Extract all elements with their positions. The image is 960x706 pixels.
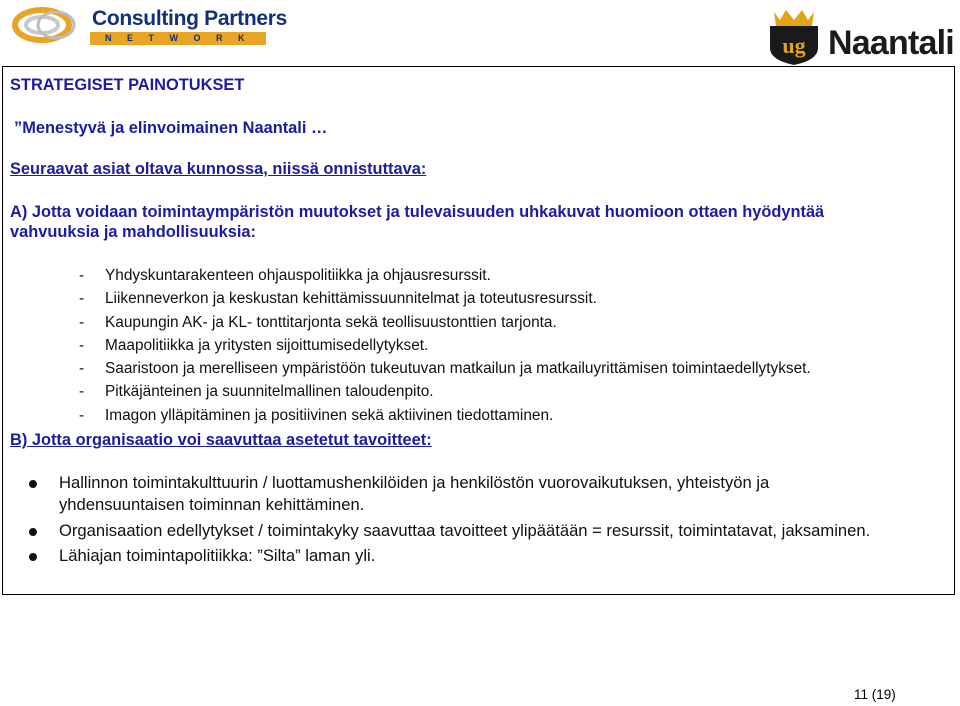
consulting-partners-logo	[12, 4, 287, 50]
section-b-heading: B) Jotta organisaatio voi saavuttaa asetetut tavoitteet:	[10, 431, 432, 449]
section-a-heading-line2: vahvuuksia ja mahdollisuuksia:	[10, 223, 256, 241]
naantali-logo	[766, 6, 958, 66]
naantali-crest-letters: ug	[782, 33, 806, 58]
list-item: - Maapolitiikka ja yritysten sijoittumisedellytykset.	[79, 336, 429, 354]
page-subtitle: ”Menestyvä ja elinvoimainen Naantali …	[14, 119, 328, 137]
list-item: - Imagon ylläpitäminen ja positiivinen sekä aktiivinen tiedottaminen.	[79, 406, 554, 424]
list-item: Lähiajan toimintapolitiikka: ”Silta” laman yli.	[29, 545, 870, 567]
list-item: - Liikenneverkon ja keskustan kehittämissuunnitelmat ja toteutusresurssit.	[79, 290, 597, 308]
section-b-list	[29, 472, 870, 567]
naantali-crest-icon	[766, 6, 822, 66]
consulting-partners-network-band: N E T W O R K	[90, 32, 266, 45]
page-title: STRATEGISET PAINOTUKSET	[10, 76, 245, 94]
section-a-heading-line1: A) Jotta voidaan toimintaympäristön muutokset ja tulevaisuuden uhkakuvat huomioon ottaen hyödyntää	[10, 203, 825, 221]
list-item: - Saaristoon ja merelliseen ympäristöön tukeutuvan matkailun ja matkailuyrittämisen toimintaedellytykset.	[79, 360, 811, 378]
bullet-icon	[29, 480, 37, 488]
naantali-wordmark: Naantali	[828, 24, 954, 62]
content-frame	[2, 66, 955, 595]
list-item: - Kaupungin AK- ja KL- tonttitarjonta sekä teollisuustonttien tarjonta.	[79, 313, 557, 331]
list-item: Organisaation edellytykset / toimintakyky saavuttaa tavoitteet ylipäätään = resurssit, toimintatavat, jaksaminen.	[29, 520, 870, 542]
lead-heading: Seuraavat asiat oltava kunnossa, niissä onnistuttava:	[10, 160, 427, 178]
list-item: - Yhdyskuntarakenteen ohjauspolitiikka ja ohjausresurssit.	[79, 267, 491, 284]
bullet-icon	[29, 528, 37, 536]
consulting-partners-emblem-icon	[12, 6, 76, 44]
section-a-list	[79, 264, 811, 427]
bullet-icon	[29, 553, 37, 561]
page-number: 11 (19)	[854, 687, 896, 702]
consulting-partners-wordmark: Consulting Partners	[92, 7, 287, 30]
list-item: Hallinnon toimintakulttuurin / luottamushenkilöiden ja henkilöstön vuorovaikutuksen, yhteistyön ja yhdensuuntaisen toiminnan kehittäminen.	[29, 472, 870, 516]
list-item: - Pitkäjänteinen ja suunnitelmallinen taloudenpito.	[79, 383, 434, 401]
